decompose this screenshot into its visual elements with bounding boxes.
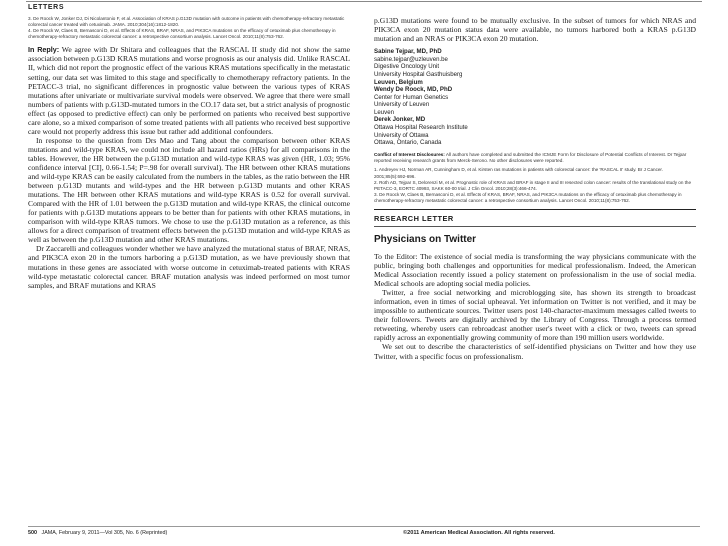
signature-affiliation: Ottawa Hospital Research Institute bbox=[374, 124, 468, 132]
reference-item: 3. De Roock W, Claes B, Bernasconi D, et al. Effects of KRAS, BRAF, NRAS, and PIK3CA mutations on the efficacy of cetuximab plus chemotherapy in chemotherapy-refractory metastatic colorectal cancer: a retrospective consortium analysis. Lancet Oncol. 2010;11(8):753-762. bbox=[374, 191, 682, 203]
signature-location: Leuven, Belgium bbox=[374, 78, 423, 86]
signature-email: sabine.tejpar@uzleuven.be bbox=[374, 55, 448, 63]
conflict-text: All authors have completed and submitted the ICMJE Form for Disclosure of Potential Conflicts of Interest. Dr Tejpar reported receiving research grants from Merck-Serono. No other disclosures were reported. bbox=[374, 151, 687, 164]
reply-paragraph-2: In response to the question from Drs Mao and Tang about the comparison between other KRAS mutations and wild-type KRAS, we could not include all hazard ratios (HRs) for all comparisons in the tables. However, the HR between the p.G13D mutation and wild-type KRAS was given (HR, 1.03; 95% confidence interval [CI], 0.66-1.54; P=.98 for overall survival). The HR between other KRAS mutations and wild-type KRAS can be easily calculated from the numbers in the tables, as the ratio between the HR between p.G13D mutants and wild-types and the HR between p.G13D mutants and other KRAS mutations. The HR between other KRAS mutations and wild-type KRAS is 0.52 for overall survival. Compared with the HR of 1.01 between the p.G13D mutation and wild-type KRAS, the clinical outcome for patients with p.G13D mutations appears to be better than for patients with other KRAS mutations, in comparison with wild-type KRAS tumors. We chose to use the p.G13D mutation as a reference, as this allows for a direct comparison of treatment effects between the p.G13D mutation and wild-type KRAS as well as between the p.G13D mutation and other KRAS mutations. bbox=[28, 135, 350, 245]
article-paragraph-1 bbox=[374, 252, 696, 288]
conflict-label: Conflict of Interest Disclosures: bbox=[374, 151, 445, 157]
signature-name: Wendy De Roock, MD, PhD bbox=[374, 86, 453, 94]
section-label: LETTERS bbox=[28, 4, 65, 11]
signature-affiliation: University of Leuven bbox=[374, 101, 430, 109]
left-column bbox=[28, 16, 350, 290]
reply-text-1: We agree with Dr Shitara and colleagues that the RASCAL II study did not show the same association between p.G13D KRAS mutations and worse prognosis as our analysis did. Unlike RASCAL II, which did not report the prognostic effect of the various KRAS mutations specifically in the metastatic setting, our data set was limited to this stage and specifically to chemotherapy refractory patients. In the PETACC-3 trial, no significant differences in prognostic value between the various types of KRAS mutations after univariate or multivariate survival models were observed. We agree that there were small numbers of patients with p.G13D-mutated tumors in the CO.17 data set, but a strict analysis of prognostic effect (as opposed to predictive effect) can only be performed on patients who received best supportive care alone, so a mixed comparison of some treated patients with all patients who received best supportive care would not properly address this issue but rather add additional confounders. bbox=[28, 45, 350, 136]
signature-affiliation: University Hospital Gasthuisberg bbox=[374, 70, 463, 78]
journal-line: JAMA, February 9, 2011—Vol 305, No. 6 (Reprinted) bbox=[41, 530, 168, 536]
research-letter-label: RESEARCH LETTER bbox=[374, 214, 454, 224]
article-lead: To the Editor: bbox=[374, 252, 418, 262]
conflict-disclosure bbox=[374, 152, 696, 165]
copyright: ©2011 American Medical Association. All rights reserved. bbox=[403, 530, 555, 536]
page-number: 500 bbox=[28, 530, 37, 536]
top-ref-4: 4. De Roock W, Claes B, Bernasconi D, et al. Effects of KRAS, BRAF, NRAS, and PIK3CA mutations on the efficacy of cetuximab plus chemotherapy in chemotherapy-refractory metastatic colorectal cancer: a retrospective consortium analysis. Lancet Oncol. 2010;11(8):753-762. bbox=[28, 28, 336, 40]
signature-name: Sabine Tejpar, MD, PhD bbox=[374, 48, 442, 56]
signature-location: Leuven bbox=[374, 108, 394, 116]
research-letter-subrule bbox=[374, 226, 696, 227]
signature-deroock bbox=[374, 86, 696, 116]
article-text-1: The existence of social media is transforming the way physicians communicate with the public, bringing both challenges and opportunities for medical professionalism. Indeed, the American Medical Association recently issued a policy statement on professionalism in the use of social media. Medical schools are adopting social media policies. bbox=[374, 252, 697, 289]
reference-list bbox=[374, 167, 696, 204]
signature-affiliation: Center for Human Genetics bbox=[374, 93, 449, 101]
article-paragraph-2: Twitter, a free social networking and microblogging site, has shown its strength to broadcast information, even in times of social upheaval. Yet information on Twitter is not verified, and it may be impossible to authenticate sources. Twitter users post 140-character-maximum messages called tweets to their followers. Tweets are digitally archived by the Library of Congress. Through a process termed retweeting, whereby users can rebroadcast another user's tweet with a click or two, tweets can spread rapidly across an exponentially growing community of more than 190 million users worldwide. bbox=[374, 288, 696, 343]
signature-affiliation: University of Ottawa bbox=[374, 131, 429, 139]
page-footer bbox=[28, 526, 700, 536]
reply-continuation: p.G13D mutations were found to be mutually exclusive. In the subset of tumors for which NRAS and PIK3CA exon 20 mutation status data were available, no tumors harbored both a KRAS p.G13D mutation and an NRAS or PIK3CA exon 20 mutation. bbox=[374, 16, 696, 44]
top-rule bbox=[26, 1, 702, 2]
reference-item: 2. Roth AD, Tejpar S, Delorenzi M, et al. Prognostic role of KRAS and BRAF in stage II and III resected colon cancer: results of the translational study on the PETACC-3, EORTC 40993, SAKK 60-00 trial. J Clin Oncol. 2010;28(3):466-474. bbox=[374, 179, 692, 191]
reply-lead: In Reply: bbox=[28, 45, 60, 55]
top-ref-3: 3. De Roock W, Jonker DJ, Di Nicolantonio F, et al. Association of KRAS p.G13D mutation with outcome in patients with chemotherapy-refractory metastatic colorectal cancer treated with cetuximab. JAMA. 2010;304(16):1812-1820. bbox=[28, 16, 345, 28]
signature-tejpar bbox=[374, 48, 696, 86]
research-letter-rule bbox=[374, 209, 696, 210]
signature-affiliation: Digestive Oncology Unit bbox=[374, 63, 440, 71]
article-title: Physicians on Twitter bbox=[374, 234, 477, 246]
journal-page bbox=[26, 0, 702, 546]
signature-name: Derek Jonker, MD bbox=[374, 116, 426, 124]
article-paragraph-3: We set out to describe the characteristics of self-identified physicians on Twitter and how they use Twitter, with a specific focus on professionalism. bbox=[374, 342, 696, 361]
signature-location: Ottawa, Ontario, Canada bbox=[374, 139, 442, 147]
reply-paragraph-1 bbox=[28, 45, 350, 135]
signature-jonker bbox=[374, 116, 696, 146]
right-column bbox=[374, 16, 696, 361]
reply-paragraph-3: Dr Zaccarelli and colleagues wonder whether we have analyzed the mutational status of BRAF, NRAS, and PIK3CA exon 20 in the tumors harboring a p.G13D mutation, as we have previously shown that mutations in these genes are associated with worse outcome in cetuximab-treated patients with KRAS wild-type metastatic colorectal cancer. BRAF mutation analysis was indeed performed on most tumor samples, and BRAF mutations and KRAS bbox=[28, 244, 351, 290]
reference-item: 1. Andreyev HJ, Norman AR, Cunningham D, et al. Kirsten ras mutations in patients with colorectal cancer: the 'RASCAL II' study. Br J Cancer. 2001;85(5):692-696. bbox=[374, 167, 663, 179]
